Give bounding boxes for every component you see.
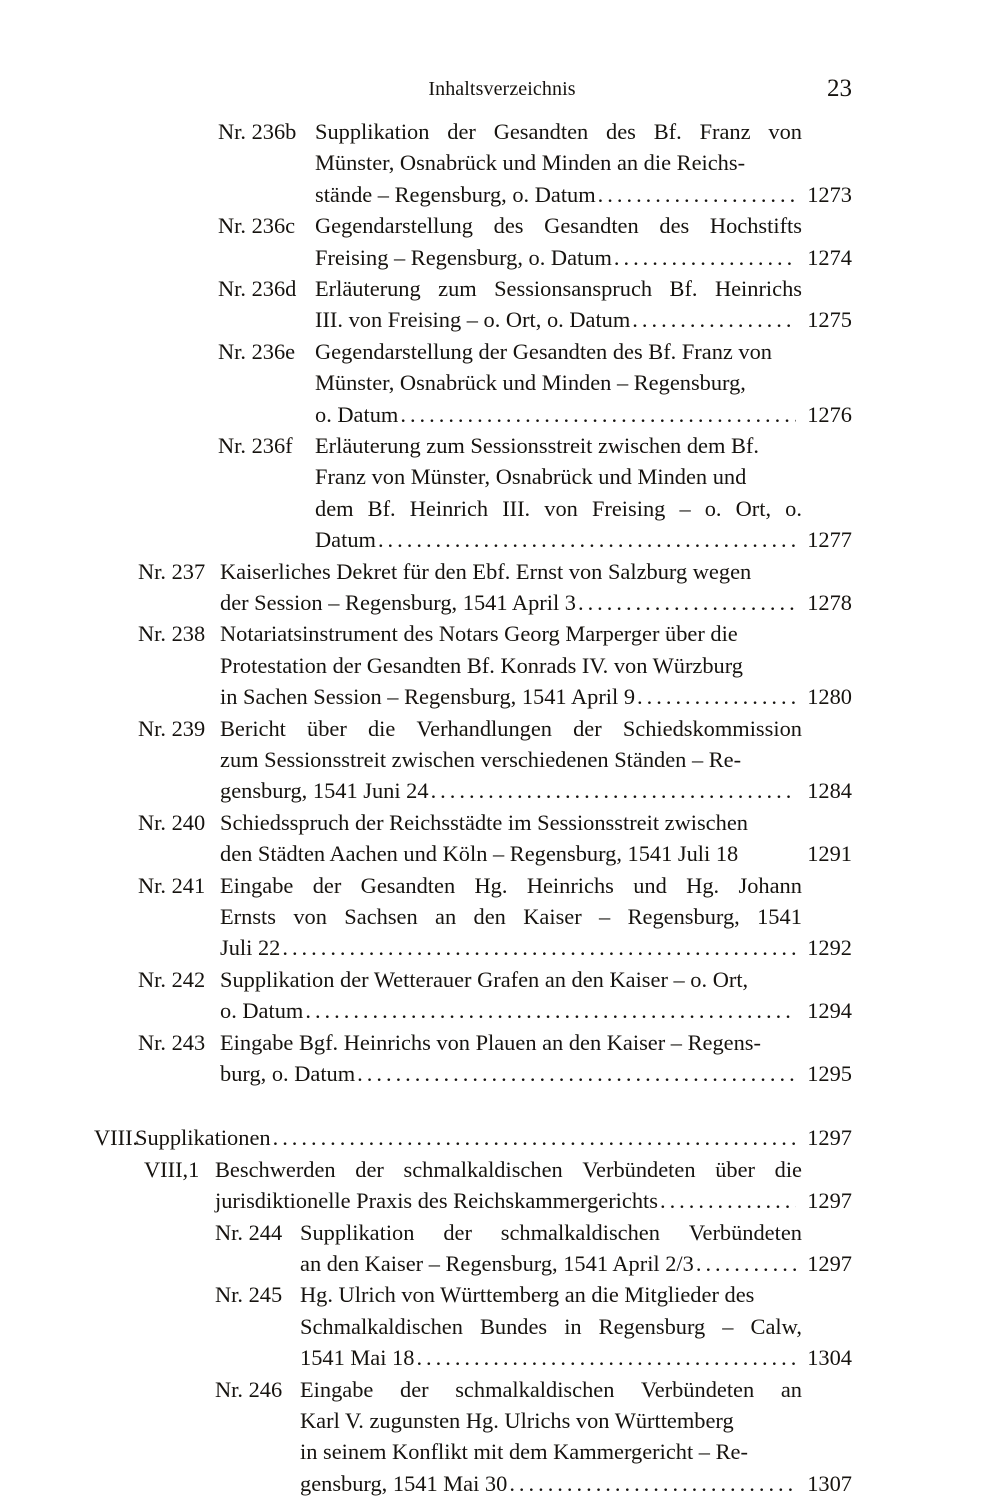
toc-entry-line [0, 147, 1004, 178]
toc-entry-text: dem Bf. Heinrich III. von Freising – o. Ort, o. [315, 495, 802, 521]
toc-entry-text: Erläuterung zum Sessionsstreit zwischen dem Bf. [315, 433, 759, 458]
dot-leader [355, 1058, 796, 1089]
toc-entry-line [0, 1185, 1004, 1216]
toc-entry-text: der Session – Regensburg, 1541 April 3 [220, 590, 576, 615]
toc-entry-text: in seinem Konflikt mit dem Kammergericht – Re- [300, 1439, 748, 1465]
toc-entry-last-line [220, 995, 852, 1026]
toc-entry-text: Juli 22 [220, 935, 281, 961]
toc-entry-line [0, 1311, 1004, 1342]
toc-entry-line [0, 336, 1004, 367]
toc-entry-label: Nr. 242 [138, 966, 206, 992]
toc-entry-text: Beschwerden der schmalkaldischen Verbündeten über die [215, 1156, 802, 1182]
toc-entry-line [0, 430, 1004, 461]
toc-entry-line [0, 1436, 1004, 1467]
toc-entry-last-line [315, 399, 852, 430]
toc-entry-text: Supplikation der schmalkaldischen Verbündeten [300, 1219, 802, 1245]
toc-entry-text: Eingabe Bgf. Heinrichs von Plauen an den Kaiser – Regens- [220, 1029, 761, 1055]
running-head [152, 75, 852, 104]
toc-entry-text: o. Datum [220, 998, 304, 1024]
toc-entry-line [0, 1027, 1004, 1058]
toc-entry-line [0, 618, 1004, 649]
toc-entry-text: Karl V. zugunsten Hg. Ulrichs von Württemberg [300, 1408, 734, 1433]
dot-leader [429, 775, 796, 806]
toc-entry-line [0, 1122, 1004, 1153]
toc-entry-line [0, 273, 1004, 304]
toc-entry-page-number[interactable]: 1275 [807, 307, 852, 333]
toc-entry-text: Supplikationen [135, 1125, 271, 1151]
toc-entry-line [0, 524, 1004, 555]
dot-leader [630, 304, 796, 335]
toc-entry-label: Nr. 236f [218, 433, 293, 458]
toc-entry-line [0, 587, 1004, 618]
toc-entry-text: an den Kaiser – Regensburg, 1541 April 2/3 [300, 1251, 694, 1276]
toc-entry-line [0, 461, 1004, 492]
toc-entry-text: Supplikation der Gesandten des Bf. Franz von [315, 119, 802, 144]
toc-entry-line [0, 1217, 1004, 1248]
dot-leader [303, 995, 796, 1026]
toc-entry-text: gensburg, 1541 Mai 30 [300, 1470, 508, 1496]
page-folio-number: 23 [827, 75, 852, 102]
toc-entry-last-line [215, 1185, 852, 1216]
dot-leader [507, 1468, 796, 1499]
toc-entry-line [0, 210, 1004, 241]
dot-leader [635, 681, 796, 712]
dot-leader [280, 932, 796, 963]
toc-entry-label: Nr. 236b [218, 119, 297, 144]
toc-entry-text: III. von Freising – o. Ort, o. Datum [315, 307, 631, 333]
toc-entry-label: Nr. 237 [138, 558, 206, 584]
toc-entry-text: gensburg, 1541 Juni 24 [220, 778, 429, 804]
dot-leader [612, 242, 796, 273]
toc-entry-label: Nr. 239 [138, 715, 206, 741]
toc-entry-page-number[interactable]: 1280 [807, 684, 852, 710]
toc-entry-text: Kaiserliches Dekret für den Ebf. Ernst von Salzburg wegen [220, 558, 752, 584]
dot-leader [658, 1185, 796, 1216]
toc-entry-last-line [220, 838, 852, 869]
toc-entry-line [0, 1154, 1004, 1185]
toc-entry-last-line [220, 681, 852, 712]
toc-entry-line [0, 1058, 1004, 1089]
toc-entry-last-line [300, 1248, 852, 1279]
toc-entry-text: Bericht über die Verhandlungen der Schiedskommission [220, 715, 802, 741]
toc-entry-last-line [220, 587, 852, 618]
toc-entry-line [0, 838, 1004, 869]
toc-entry-text: o. Datum [315, 401, 399, 427]
toc-entry-line [0, 1374, 1004, 1405]
toc-entry-text: Eingabe der Gesandten Hg. Heinrichs und Hg. Johann [220, 872, 802, 898]
toc-entry-text: stände – Regensburg, o. Datum [315, 181, 596, 207]
toc-entry-text: Schiedsspruch der Reichsstädte im Sessionsstreit zwischen [220, 809, 748, 835]
toc-entry-text: jurisdiktionelle Praxis des Reichskammergerichts [215, 1188, 658, 1214]
toc-entry-text: Ernsts von Sachsen an den Kaiser – Regensburg, 1541 [220, 904, 802, 929]
toc-entry-text: Eingabe der schmalkaldischen Verbündeten an [300, 1376, 802, 1402]
toc-entry-last-line [300, 1468, 852, 1499]
toc-entry-line [0, 964, 1004, 995]
toc-entry-line [0, 556, 1004, 587]
toc-entry-text: Münster, Osnabrück und Minden – Regensburg, [315, 370, 746, 396]
toc-entry-text: Supplikation der Wetterauer Grafen an den Kaiser – o. Ort, [220, 966, 749, 992]
toc-entry-page-number[interactable]: 1273 [807, 181, 852, 207]
toc-entry-text: zum Sessionsstreit zwischen verschiedenen Ständen – Re- [220, 747, 742, 772]
toc-entry-page-number[interactable]: 1297 [807, 1188, 852, 1214]
toc-entry-text: Datum [315, 527, 376, 553]
toc-entry-last-line [315, 304, 852, 335]
toc-entry-line [0, 995, 1004, 1026]
dot-leader [398, 399, 796, 430]
toc-entry-line [0, 744, 1004, 775]
toc-entry-page-number[interactable]: 1307 [807, 1470, 852, 1496]
toc-entry-page-number[interactable]: 1304 [807, 1345, 852, 1371]
toc-entry-text: Gegendarstellung der Gesandten des Bf. Franz von [315, 338, 773, 364]
toc-entry-last-line [315, 179, 852, 210]
toc-entry-last-line [315, 524, 852, 555]
toc-entry-label: Nr. 236e [218, 338, 296, 364]
dot-leader [414, 1342, 796, 1373]
toc-entry-text: Erläuterung zum Sessionsanspruch Bf. Heinrichs [315, 276, 802, 301]
toc-entry-line [0, 713, 1004, 744]
toc-entry-last-line [220, 775, 852, 806]
toc-entry-line [0, 242, 1004, 273]
dot-leader [576, 587, 796, 618]
toc-entry-label: Nr. 240 [138, 809, 206, 835]
toc-entry-text: Münster, Osnabrück und Minden an die Reichs- [315, 150, 746, 176]
toc-entry-label: Nr. 243 [138, 1029, 206, 1055]
toc-entry-page-number[interactable]: 1276 [807, 401, 852, 427]
toc-entry-line [0, 1405, 1004, 1436]
toc-entry-text: Hg. Ulrich von Württemberg an die Mitglieder des [300, 1282, 755, 1308]
toc-entry-text: Freising – Regensburg, o. Datum [315, 244, 612, 270]
toc-entry-last-line [300, 1342, 852, 1373]
toc-entry-page-number[interactable]: 1284 [807, 778, 852, 804]
dot-leader [376, 524, 796, 555]
toc-entry-line [0, 775, 1004, 806]
toc-entry-text: burg, o. Datum [220, 1061, 356, 1086]
toc-entry-line [0, 1342, 1004, 1373]
toc-entry-line [0, 901, 1004, 932]
toc-entry-page-number[interactable]: 1292 [807, 935, 852, 961]
toc-entry-line [0, 932, 1004, 963]
toc-entry-last-line [220, 932, 852, 963]
toc-entry-page-number[interactable]: 1294 [807, 998, 852, 1024]
toc-entry-text: Franz von Münster, Osnabrück und Minden und [315, 464, 747, 490]
toc-entry-line [0, 1468, 1004, 1499]
toc-entry-text: Notariatsinstrument des Notars Georg Marperger über die [220, 621, 738, 647]
toc-entry-line [0, 1279, 1004, 1310]
toc-entry-line [0, 304, 1004, 335]
toc-entry-label: VIII,1 [144, 1156, 200, 1182]
toc-entry-line [0, 116, 1004, 147]
toc-entry-text: Protestation der Gesandten Bf. Konrads IV. von Würzburg [220, 652, 743, 678]
toc-entry-last-line [220, 1058, 852, 1089]
toc-entry-line [0, 870, 1004, 901]
toc-entry-page-number[interactable]: 1297 [807, 1251, 852, 1276]
toc-entry-line [0, 650, 1004, 681]
toc-entry-text: in Sachen Session – Regensburg, 1541 April 9 [220, 684, 636, 710]
toc-entry-page-number[interactable]: 1277 [807, 527, 852, 553]
toc-entry-last-line [315, 242, 852, 273]
toc-entry-text: Schmalkaldischen Bundes in Regensburg – Calw, [300, 1313, 802, 1339]
running-head-title: Inhaltsverzeichnis [428, 78, 576, 100]
toc-entry-line [0, 367, 1004, 398]
toc-entry-line [0, 493, 1004, 524]
toc-entry-label: VIII. [94, 1125, 139, 1151]
toc-entry-label: Nr. 236c [218, 213, 296, 239]
toc-entry-text: 1541 Mai 18 [300, 1345, 415, 1371]
toc-entry-label: Nr. 246 [215, 1376, 283, 1402]
toc-entry-label: Nr. 241 [138, 872, 206, 898]
toc-entry-page-number[interactable]: 1278 [807, 590, 852, 615]
toc-entry-text: Gegendarstellung des Gesandten des Hochstifts [315, 213, 802, 239]
toc-entry-page-number[interactable]: 1291 [807, 841, 852, 867]
toc-entry-page-number[interactable]: 1297 [807, 1125, 852, 1151]
toc-entry-line [0, 179, 1004, 210]
dot-leader [271, 1122, 796, 1153]
toc-entry-line [0, 399, 1004, 430]
toc-entry-label: Nr. 244 [215, 1219, 283, 1245]
toc-entry-line [0, 681, 1004, 712]
toc-entry-last-line [135, 1122, 852, 1153]
toc-entry-page-number[interactable]: 1274 [807, 244, 852, 270]
dot-leader [596, 179, 796, 210]
toc-entry-label: Nr. 238 [138, 621, 206, 647]
toc-entry-label: Nr. 236d [218, 276, 297, 301]
dot-leader [694, 1248, 796, 1279]
toc-entry-line [0, 1248, 1004, 1279]
toc-entry-label: Nr. 245 [215, 1282, 283, 1308]
toc-entry-text: den Städten Aachen und Köln – Regensburg, 1541 Juli 18 [220, 841, 739, 867]
toc-entry-page-number[interactable]: 1295 [807, 1061, 852, 1086]
toc-entry-line [0, 807, 1004, 838]
